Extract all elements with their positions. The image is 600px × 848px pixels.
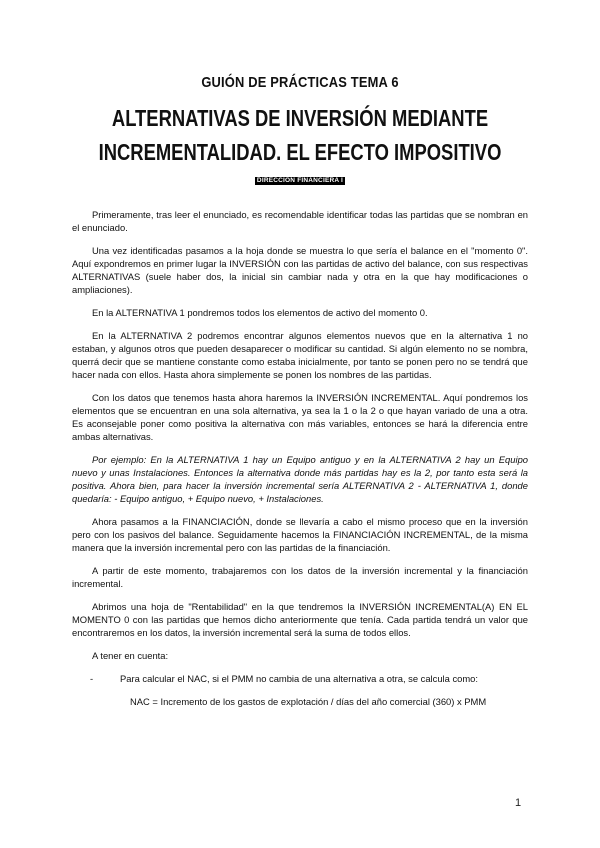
document-subtitle: GUIÓN DE PRÁCTICAS TEMA 6 bbox=[201, 74, 399, 91]
paragraph-rentabilidad: Abrimos una hoja de "Rentabilidad" en la que tendremos la INVERSIÓN INCREMENTAL(A) EN EL MOMENTO 0 con las partidas que hemos dicho anteriormente que tenía. Cada partida tendrá un valor que encontraremos en los datos, la inversión incremental será la suma de todos ellos. bbox=[72, 601, 528, 638]
bullet-dash: - bbox=[90, 673, 94, 684]
document-title-line-2: INCREMENTALIDAD. EL EFECTO IMPOSITIVO bbox=[98, 139, 502, 165]
paragraph-a-tener-en-cuenta: A tener en cuenta: bbox=[92, 650, 169, 661]
course-tag: DIRECCIÓN FINANCIERA I bbox=[256, 177, 344, 184]
paragraph-inversion-incremental: Con los datos que tenemos hasta ahora haremos la INVERSIÓN INCREMENTAL. Aquí pondremos los elementos que se encuentran en una sola alternativa, ya sea la 1 o la 2 o que hayan variado de una a otra. Es aconsejable poner como positiva la alternativa con más variables, entonces se hará la diferencia entre ambas alternativas. bbox=[72, 392, 528, 442]
document-body bbox=[72, 208, 528, 708]
document-title-line-1: ALTERNATIVAS DE INVERSIÓN MEDIANTE bbox=[111, 105, 489, 131]
page-number: 1 bbox=[515, 797, 522, 809]
list-item bbox=[72, 672, 528, 685]
paragraph-balance: Una vez identificadas pasamos a la hoja donde se muestra lo que sería el balance en el "momento 0". Aquí expondremos en primer lugar la INVERSIÓN con las partidas de activo del balance, con sus respectivas ALTERNATIVAS (suele haber dos, la inicial sin cambiar nada y otra en la que hay modificaciones o ampliaciones). bbox=[72, 245, 528, 295]
paragraph-example: Por ejemplo: En la ALTERNATIVA 1 hay un Equipo antiguo y en la ALTERNATIVA 2 hay un Equipo nuevo y unas Instalaciones. Entonces la alternativa donde más partidas hay es la 2, por tanto esta será la positiva. Ahora bien, para hacer la inversión incremental sería ALTERNATIVA 2 - ALTERNATIVA 1, donde quedaría: - Equipo antiguo, + Equipo nuevo, + Instalaciones. bbox=[72, 454, 528, 504]
paragraph-a-partir: A partir de este momento, trabajaremos con los datos de la inversión incremental y la financiación incremental. bbox=[72, 565, 528, 589]
paragraph-financiacion: Ahora pasamos a la FINANCIACIÓN, donde se llevaría a cabo el mismo proceso que en la inversión pero con los pasivos del balance. Seguidamente hacemos la FINANCIACIÓN INCREMENTAL, de la misma manera que la inversión incremental pero con las partidas de la financiación. bbox=[72, 516, 528, 553]
paragraph-alternativa-2: En la ALTERNATIVA 2 podremos encontrar algunos elementos nuevos que en la alternativa 1 no estaban, y algunos otros que pueden desaparecer o modificar su cantidad. Si algún elemento no se nombra, querrá decir que se mantiene constante como estaba inicialmente, por tanto se ponen pero no se tendrá que hacer nada con ellos. Hasta ahora simplemente se ponen los nombres de las partidas. bbox=[72, 330, 528, 380]
nac-formula: NAC = Incremento de los gastos de explotación / días del año comercial (360) x PMM bbox=[130, 696, 487, 707]
paragraph-alternativa-1: En la ALTERNATIVA 1 pondremos todos los elementos de activo del momento 0. bbox=[92, 307, 428, 318]
paragraph-intro: Primeramente, tras leer el enunciado, es recomendable identificar todas las partidas que se nombran en el enunciado. bbox=[72, 209, 528, 233]
document-header bbox=[0, 74, 600, 187]
bullet-text: Para calcular el NAC, si el PMM no cambia de una alternativa a otra, se calcula como: bbox=[120, 673, 478, 684]
